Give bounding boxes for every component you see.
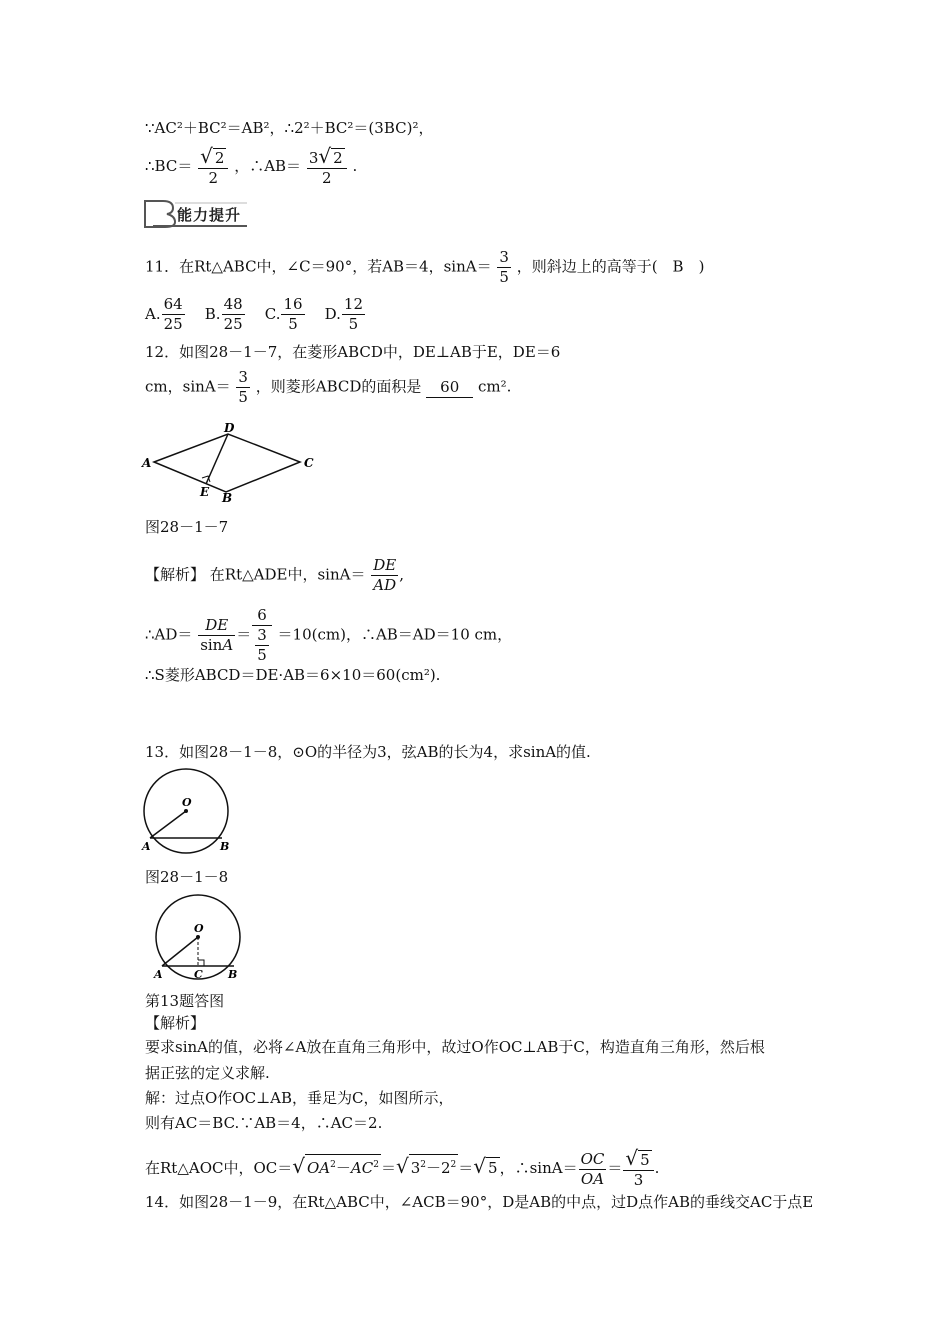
- numerator: 12: [343, 295, 363, 313]
- denominator: 5: [288, 315, 298, 333]
- label-o: O: [194, 922, 204, 935]
- text: .: [352, 157, 358, 175]
- text: ，则斜边上的高等于( B ): [516, 257, 705, 276]
- figure-caption-28-1-8: 图28－1－8: [145, 868, 229, 886]
- q13-analysis-p1: 要求sinA的值，必将∠A放在直角三角形中，故过O作OC⊥AB于C，构造直角三角形，然后根: [145, 1038, 765, 1056]
- text: ，∴AB＝: [234, 157, 302, 175]
- q12-analysis-1: 【解析】 在Rt△ADE中，sinA＝ $\frac{DE}{AD}$ ,: [145, 556, 404, 594]
- label-a: A: [142, 456, 152, 470]
- text: ，∴sinA＝: [499, 1159, 578, 1177]
- q13-analysis-p2: 据正弦的定义求解.: [145, 1064, 270, 1082]
- option-a: [145, 295, 186, 333]
- label-a: A: [154, 968, 163, 981]
- q11-stem: [145, 248, 704, 287]
- answer-blank: 60: [426, 377, 473, 398]
- fraction-6-over-3-5: $\frac{6}{\frac{3}{5}}$: [252, 606, 272, 665]
- label-b: B: [228, 968, 238, 981]
- numerator: 3: [238, 368, 248, 386]
- text: ，则菱形ABCD的面积是: [255, 377, 422, 396]
- text: 11．在Rt△ABC中，∠C＝90°，若AB＝4，sinA＝: [145, 257, 492, 276]
- option-label: D.: [324, 304, 341, 323]
- fraction: [342, 295, 365, 334]
- label-d: D: [224, 421, 235, 435]
- fraction: [236, 368, 250, 407]
- q13-analysis-p5: 在Rt△AOC中，OC＝√ $OA^2-AC^2$ ＝√ $3^2-2^2$ ＝√ 5 ，∴sinA＝ $\frac{OC}{OA}$ ＝ $\frac{√ 5}{3}$ .: [145, 1146, 660, 1189]
- fraction: [222, 295, 245, 334]
- q12-analysis-3: ∴S菱形ABCD＝DE·AB＝6×10＝60(cm²).: [145, 666, 441, 684]
- label-c: C: [304, 456, 314, 470]
- fraction: [497, 248, 511, 287]
- text: ＝10(cm)，∴AB＝AD＝10 cm，: [277, 625, 513, 644]
- answer-figure-caption: 第13题答图: [145, 992, 225, 1010]
- fraction: [281, 295, 304, 334]
- q12-line-2: [145, 368, 511, 407]
- numerator: 16: [283, 295, 303, 313]
- fraction-sqrt5-over-3: $\frac{√ 5}{3}$: [623, 1148, 653, 1190]
- label-b: B: [222, 491, 233, 505]
- numerator: 3: [499, 248, 509, 266]
- option-label: B.: [204, 304, 221, 323]
- option-b: [204, 295, 246, 333]
- option-d: [324, 295, 366, 333]
- denominator: 5: [348, 315, 359, 333]
- q13-analysis-p4: 则有AC＝BC.∵AB＝4，∴AC＝2.: [145, 1114, 383, 1132]
- option-label: C.: [264, 304, 281, 323]
- text: cm，sinA＝: [145, 377, 231, 396]
- option-c: [264, 295, 306, 333]
- rhombus-figure: [138, 420, 328, 505]
- text: 在Rt△ADE中，sinA＝: [209, 565, 366, 584]
- answer-circle-figure: [150, 894, 250, 984]
- label-c: C: [194, 968, 203, 981]
- q11-options: [145, 295, 366, 334]
- figure-caption-28-1-7: 图28－1－7: [145, 518, 229, 536]
- q14-stem: 14．如图28－1－9，在Rt△ABC中，∠ACB＝90°，D是AB的中点，过D点作AB的垂线交AC于点E: [145, 1193, 814, 1211]
- q12-analysis-2: ∴AD＝ $\frac{DE}{\sin A}$ ＝ $\frac{6}{\frac{3}{5}}$ ＝10(cm)，∴AB＝AD＝10 cm，: [145, 606, 513, 664]
- label-e: E: [200, 485, 210, 499]
- badge-title: 能力提升: [177, 206, 242, 224]
- fraction: [162, 295, 185, 334]
- label-b: B: [220, 840, 230, 853]
- q13-stem: 13．如图28－1－8，⊙O的半径为3，弦AB的长为4，求sinA的值.: [145, 743, 591, 761]
- fraction-de-over-sina: $\frac{DE}{\sin A}$: [200, 616, 234, 654]
- fraction-sqrt2-over-2: $\frac{√ 2}{2}$: [198, 146, 228, 188]
- text: cm².: [478, 377, 512, 396]
- numerator: 48: [223, 295, 243, 313]
- option-label: A.: [145, 304, 161, 323]
- denominator: 5: [499, 268, 509, 286]
- fraction-de-over-ad: $\frac{DE}{AD}$: [373, 556, 397, 594]
- denominator: 5: [238, 388, 248, 406]
- q12-line-1: 12．如图28－1－7，在菱形ABCD中，DE⊥AB于E，DE＝6: [145, 343, 561, 361]
- label-a: A: [142, 840, 151, 853]
- text: ∴BC＝: [145, 157, 193, 175]
- analysis-tag: 【解析】: [145, 565, 206, 584]
- fraction-oc-over-oa: $\frac{OC}{OA}$: [580, 1149, 605, 1188]
- solution-line-2: [145, 146, 357, 188]
- text: ∴AD＝: [145, 625, 193, 644]
- label-o: O: [182, 796, 192, 809]
- circle-figure: [140, 768, 240, 858]
- section-badge: [143, 199, 253, 229]
- solution-line-1: ∵AC²＋BC²＝AB²，∴2²＋BC²＝(3BC)²，: [145, 119, 434, 137]
- q13-analysis-p3: 解：过点O作OC⊥AB，垂足为C，如图所示，: [145, 1089, 454, 1107]
- denominator: 25: [163, 315, 183, 333]
- denominator: 25: [223, 315, 243, 333]
- q13-analysis-tag: 【解析】: [145, 1014, 206, 1032]
- text: 在Rt△AOC中，OC＝: [145, 1159, 293, 1177]
- numerator: 64: [163, 295, 183, 313]
- fraction-3sqrt2-over-2: $\frac{3√ 2}{2}$: [307, 146, 347, 188]
